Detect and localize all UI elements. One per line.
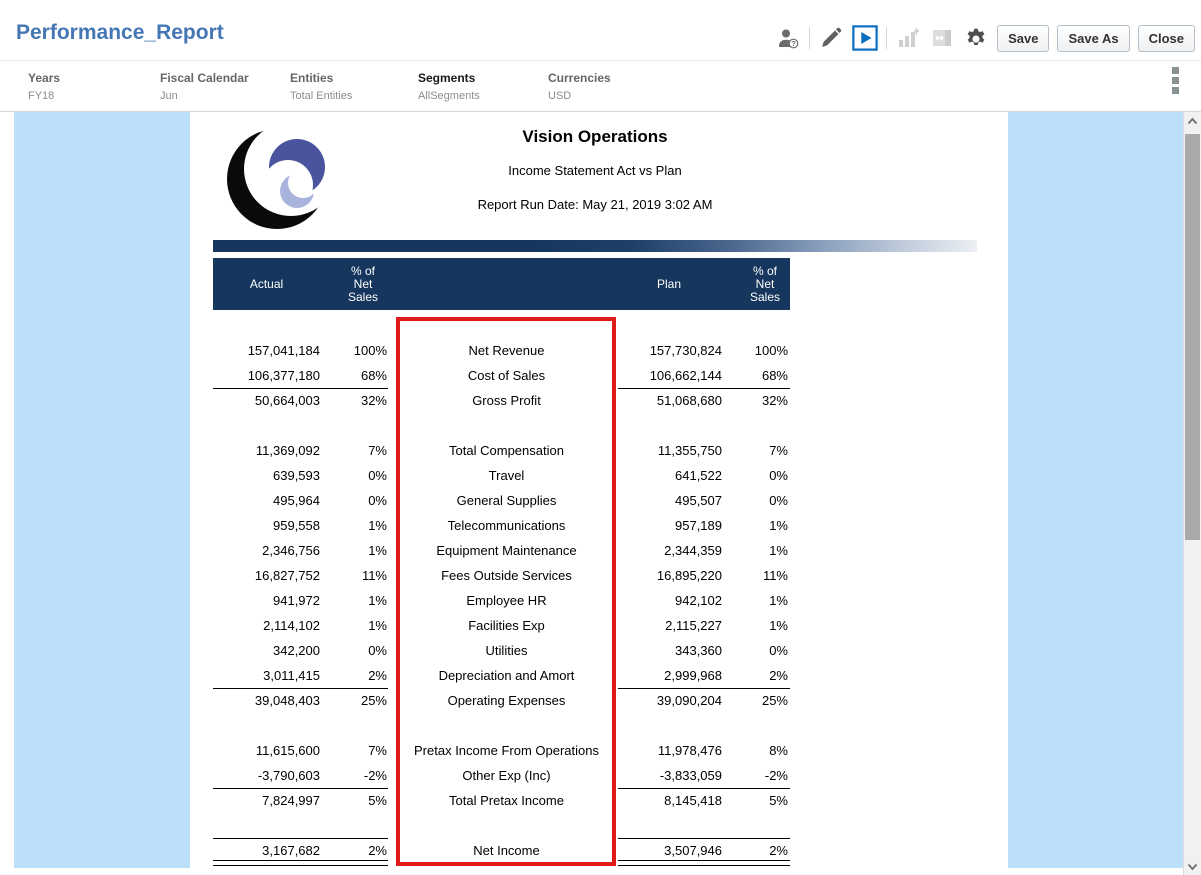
report-run-date: Report Run Date: May 21, 2019 3:02 AM	[477, 197, 713, 212]
cell-actual: 495,964	[273, 493, 320, 508]
cell-account-label: Facilities Exp	[468, 618, 545, 633]
pov-label: Currencies	[548, 71, 611, 85]
cell-plan: 51,068,680	[656, 393, 722, 408]
cell-actual-pct: -2%	[363, 768, 387, 783]
cell-account-label: Cost of Sales	[467, 368, 546, 383]
scroll-down-arrow[interactable]	[1185, 859, 1200, 874]
pov-value: USD	[548, 90, 572, 102]
cell-account-label: Pretax Income From Operations	[414, 743, 599, 758]
save-as-button[interactable]: Save As	[1057, 25, 1129, 52]
cell-plan: -3,833,059	[659, 768, 722, 783]
svg-text:?: ?	[791, 39, 796, 49]
pov-value: FY18	[28, 90, 55, 102]
run-preview-play-icon[interactable]	[852, 25, 878, 51]
table-rule	[618, 860, 790, 861]
pov-item-fiscal-calendar[interactable]	[160, 71, 249, 102]
cell-actual-pct: 7%	[368, 443, 387, 458]
cell-account-label: Utilities	[485, 643, 528, 658]
cell-actual: 3,167,682	[262, 843, 320, 858]
cell-account-label: Depreciation and Amort	[438, 668, 575, 683]
column-header-plan-pct-net-sales: % of Net Sales	[749, 263, 781, 304]
cell-plan-pct: 0%	[769, 468, 788, 483]
cell-plan-pct: 32%	[761, 393, 788, 408]
pov-item-currencies[interactable]	[548, 71, 611, 102]
cell-plan: 343,360	[675, 643, 722, 658]
cell-account-label: Operating Expenses	[447, 693, 566, 708]
column-header-plan: Plan	[656, 276, 682, 291]
pov-label: Fiscal Calendar	[160, 71, 249, 85]
cell-account-label: General Supplies	[456, 493, 557, 508]
cell-plan: 16,895,220	[656, 568, 722, 583]
cell-actual: 157,041,184	[247, 343, 320, 358]
cell-plan-pct: 0%	[769, 493, 788, 508]
pov-label: Years	[28, 71, 61, 85]
cell-plan-pct: 68%	[761, 368, 788, 383]
cell-plan: 2,344,359	[664, 543, 722, 558]
table-rule	[213, 865, 388, 866]
cell-actual: 2,346,756	[262, 543, 320, 558]
cell-actual: 11,369,092	[255, 443, 320, 458]
table-rule	[213, 860, 388, 861]
cell-actual: 342,200	[273, 643, 320, 658]
cell-account-label: Employee HR	[466, 593, 547, 608]
cell-actual-pct: 0%	[368, 468, 387, 483]
cell-actual: 3,011,415	[263, 668, 320, 683]
close-button[interactable]: Close	[1138, 25, 1195, 52]
cell-actual: 7,824,997	[262, 793, 320, 808]
cell-plan: 641,522	[675, 468, 722, 483]
toolbar-divider	[886, 27, 887, 49]
pov-overflow-menu-icon[interactable]	[1172, 67, 1179, 94]
toolbar	[775, 22, 1195, 54]
cell-plan-pct: 0%	[769, 643, 788, 658]
save-button[interactable]: Save	[997, 25, 1049, 52]
pov-value: Total Entities	[290, 90, 353, 102]
cell-account-label: Fees Outside Services	[441, 568, 572, 583]
cell-plan: 2,999,968	[664, 668, 722, 683]
edit-pencil-icon[interactable]	[818, 25, 844, 51]
pov-item-years[interactable]	[28, 71, 60, 102]
cell-actual-pct: 5%	[368, 793, 387, 808]
pov-label: Entities	[290, 71, 334, 85]
report-gradient-rule	[213, 240, 977, 252]
scroll-up-arrow[interactable]	[1185, 113, 1200, 128]
cell-actual-pct: 1%	[368, 543, 387, 558]
cell-actual: 39,048,403	[254, 693, 320, 708]
cell-plan: 942,102	[675, 593, 722, 608]
pov-label: Segments	[418, 71, 476, 85]
cell-actual: -3,790,603	[257, 768, 320, 783]
cell-plan-pct: 100%	[754, 343, 788, 358]
user-assignment-icon[interactable]	[775, 25, 801, 51]
cell-plan-pct: 11%	[762, 568, 788, 583]
cell-plan-pct: 1%	[769, 543, 788, 558]
cell-actual: 50,664,003	[254, 393, 320, 408]
cell-actual: 106,377,180	[247, 368, 320, 383]
cell-actual-pct: 1%	[368, 618, 387, 633]
cell-actual: 959,558	[273, 518, 320, 533]
cell-plan-pct: 7%	[769, 443, 788, 458]
pov-item-segments[interactable]	[418, 71, 480, 102]
cell-plan: 157,730,824	[649, 343, 722, 358]
cell-plan-pct: 1%	[769, 618, 788, 633]
cell-plan-pct: -2%	[764, 768, 788, 783]
pov-value: Jun	[160, 90, 178, 102]
cell-actual-pct: 0%	[368, 643, 387, 658]
cell-plan-pct: 8%	[769, 743, 788, 758]
cell-account-label: Equipment Maintenance	[436, 543, 577, 558]
cell-actual-pct: 0%	[368, 493, 387, 508]
cell-actual: 639,593	[273, 468, 320, 483]
cell-actual: 2,114,102	[263, 618, 320, 633]
pov-item-entities[interactable]	[290, 71, 352, 102]
cell-plan: 495,507	[675, 493, 722, 508]
pov-bar	[0, 60, 1201, 112]
cell-actual-pct: 11%	[361, 568, 387, 583]
right-margin-panel	[1008, 112, 1183, 868]
table-rule	[618, 865, 790, 866]
cell-plan: 106,662,144	[649, 368, 722, 383]
settings-gear-icon[interactable]	[963, 25, 989, 51]
cell-actual-pct: 2%	[368, 668, 387, 683]
cell-actual: 941,972	[273, 593, 320, 608]
report-company-title: Vision Operations	[522, 127, 668, 146]
cell-plan: 11,978,476	[657, 743, 722, 758]
cell-actual-pct: 2%	[368, 843, 387, 858]
cell-account-label: Telecommunications	[447, 518, 566, 533]
cell-plan: 3,507,946	[664, 843, 722, 858]
cell-actual-pct: 100%	[353, 343, 387, 358]
cell-plan-pct: 1%	[769, 518, 788, 533]
cell-account-label: Net Income	[473, 843, 540, 858]
cell-actual-pct: 32%	[360, 393, 387, 408]
cell-plan: 39,090,204	[656, 693, 722, 708]
cell-plan: 957,189	[675, 518, 722, 533]
cell-plan: 2,115,227	[665, 618, 722, 633]
toolbar-divider	[809, 27, 810, 49]
column-header-actual-pct-net-sales: % of Net Sales	[347, 263, 379, 304]
cell-actual-pct: 1%	[368, 593, 387, 608]
cell-actual-pct: 7%	[368, 743, 387, 758]
cell-actual-pct: 1%	[368, 518, 387, 533]
cell-actual: 11,615,600	[255, 743, 320, 758]
insert-chart-icon	[895, 25, 921, 51]
cell-account-label: Total Compensation	[449, 443, 564, 458]
cell-plan-pct: 2%	[769, 668, 788, 683]
cell-actual: 16,827,752	[254, 568, 320, 583]
cell-plan-pct: 5%	[769, 793, 788, 808]
pov-value: AllSegments	[418, 90, 480, 102]
cell-plan-pct: 25%	[761, 693, 788, 708]
cell-plan-pct: 1%	[769, 593, 788, 608]
cell-actual-pct: 68%	[360, 368, 387, 383]
left-margin-panel	[14, 112, 190, 868]
page-title: Performance_Report	[16, 21, 224, 44]
scrollbar-thumb[interactable]	[1185, 134, 1200, 540]
cell-account-label: Gross Profit	[472, 393, 541, 408]
cell-actual-pct: 25%	[360, 693, 387, 708]
cell-plan: 8,145,418	[664, 793, 722, 808]
report-subtitle: Income Statement Act vs Plan	[508, 163, 682, 178]
cell-plan-pct: 2%	[769, 843, 788, 858]
column-header-actual: Actual	[249, 276, 284, 291]
cell-account-label: Other Exp (Inc)	[462, 768, 551, 783]
cell-account-label: Net Revenue	[468, 343, 545, 358]
cell-account-label: Travel	[488, 468, 525, 483]
cell-account-label: Total Pretax Income	[449, 793, 564, 808]
cell-plan: 11,355,750	[657, 443, 722, 458]
dock-pane-icon	[929, 25, 955, 51]
